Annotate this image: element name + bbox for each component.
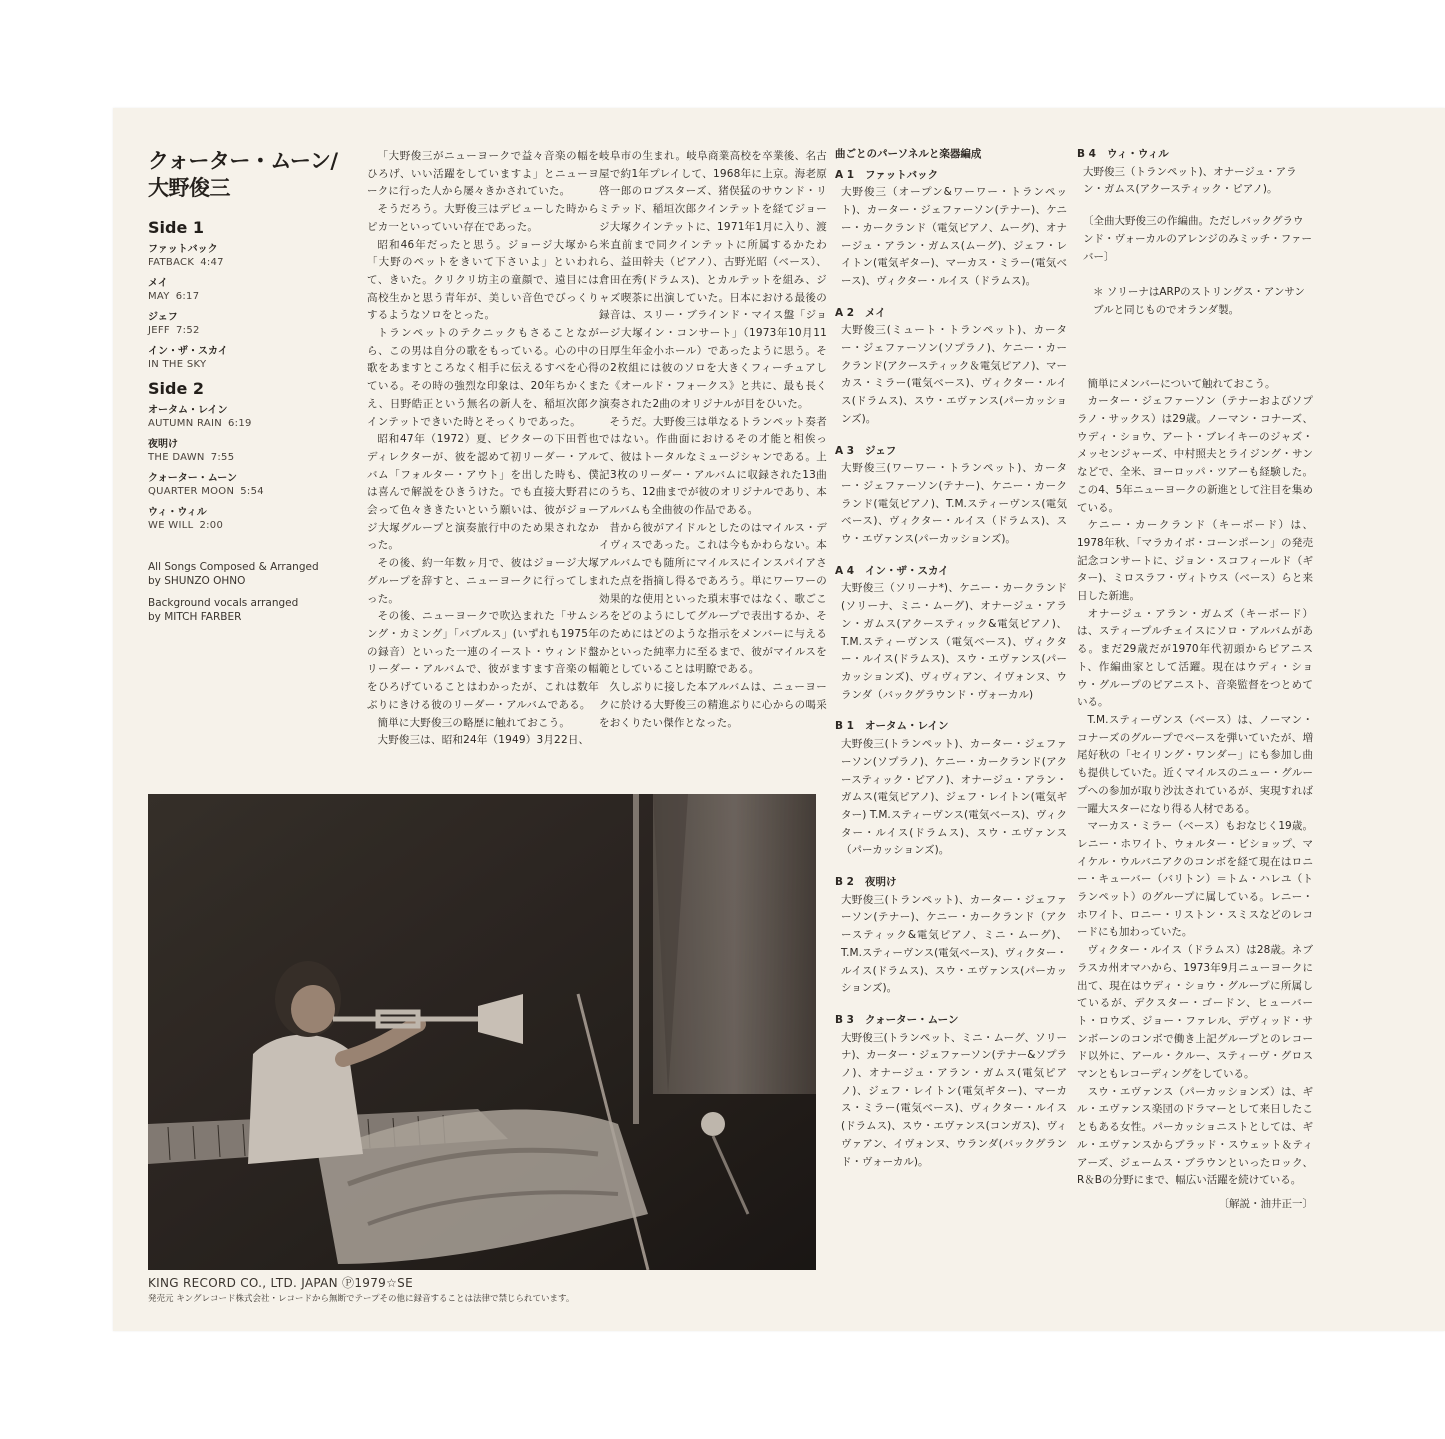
track-listing (146, 212, 351, 540)
personnel-entry (835, 1012, 1067, 1171)
bio-paragraph: T.M.スティーヴンス（ベース）は、ノーマン・コナーズのグループでベースを弾いていたが、増尾好秋の「セイリング・ワンダー」にも参加し曲も提供していた。近くマイルスのニュー・グループへの参加が取り沙汰されているが、実現すれば一躍大スターになり得る人材である。 (1077, 713, 1313, 815)
track-duration: 2:00 (199, 520, 224, 531)
track-item (148, 404, 351, 431)
writer-credit: 〔解説・油井正一〕 (1218, 1197, 1313, 1210)
member-bios (1077, 376, 1313, 1190)
track-duration: 6:17 (175, 291, 200, 302)
essay-paragraph: 「大野俊三がニューヨークで益々音楽の幅をひろげ、いい活躍をしていますよ」とニューヨークに行った人から屡々きかされていた。 (367, 150, 599, 198)
credits-block (148, 560, 358, 632)
essay-paragraph: 昭和47年（1972）夏、ビクターの下田哲也ディレクターが、彼を認めて初リーダー・アルバム「フォルター・アウト」を出した時も、僕は喜んで解説をひきうけた。でも直接大野君に会って色々ききたいという願いは、彼がジョージ大塚グループと演奏旅行中のため果されなかった。 (367, 433, 599, 552)
track-item (148, 345, 351, 372)
personnel-lineup: 大野俊三(トランペット)、カーター・ジェファーソン(テナー)、ケニー・カークランド（アクースティック&電気ピアノ、ミニ・ムーグ)、T.M.スティーヴンス(電気ベース)、ヴィクター・ルイス(ドラムス)、スウ・エヴァンス(パーカッションズ)。 (841, 893, 1067, 995)
essay-paragraph: その後、約一年数ヶ月で、彼はジョージ大塚グループを辞すと、ニューヨークに行ってしまった。 (367, 557, 599, 605)
album-title-line1: クォーター・ムーン/ (148, 149, 338, 173)
track-duration: 5:54 (240, 486, 264, 497)
track-item (148, 506, 351, 533)
track-title-jp: 夜明け (148, 439, 178, 450)
track-title-en: FATBACK 4:47 (148, 257, 224, 268)
track-title-jp: ウィ・ウィル (148, 507, 207, 518)
bio-paragraph: ヴィクター・ルイス（ドラムス）は28歳。ネブラスカ州オマハから、1973年9月ニューヨークに出て、現在はウディ・ショウ・グループに所属しているが、デクスター・ゴードン、ヒューバート・ロウズ、ジョー・ファレル、デヴィッド・サンボーンのコンボで働き上記グループとのレコード以外に、アール・クルー、スティーヴ・グロスマンともレコーディングをしている。 (1077, 944, 1313, 1081)
track-title-en: MAY 6:17 (148, 291, 200, 302)
track-title-jp: クォーター・ムーン (148, 473, 237, 484)
label-copyright: KING RECORD CO., LTD. JAPAN Ⓟ1979☆SE (148, 1276, 413, 1290)
vocals-credit: Background vocals arranged by MITCH FARBER (148, 597, 299, 623)
solina-footnote: ＊ ソリーナはARPのストリングス・アンサンブルと同じものでオランダ製。 (1093, 286, 1305, 316)
bio-paragraph: ケニー・カークランド（キーボード）は、1978年秋、「マラカイボ・コーンポーン」の発売記念コンサートに、ジョン・スコフィールド（ギター)、ミロスラフ・ヴィトウス（ベース）らと来日した新進。 (1077, 519, 1313, 603)
track-title-jp: イン・ザ・スカイ (148, 346, 228, 357)
album-title-line2: 大野俊三 (148, 176, 230, 200)
track-title-en: IN THE SKY (148, 359, 207, 370)
personnel-track-title: A 4 イン・ザ・スカイ (835, 564, 949, 577)
track-title-en: QUARTER MOON 5:54 (148, 486, 264, 497)
essay-paragraph: そうだろう。大野俊三はデビューした時からピカ一といっていい存在であった。 (367, 203, 599, 233)
photo-illustration (148, 794, 816, 1270)
bio-paragraph: スウ・エヴァンス（パーカッションズ）は、ギル・エヴァンス楽団のドラマーとして来日したこともある女性。パーカッショニストとしては、ギル・エヴァンスからブラッド・スウェット＆ティアーズ、ジェームス・ブラウンといったロック、R＆Bの分野にまで、幅広い活躍を続けている。 (1077, 1085, 1313, 1187)
personnel-track-title: B 3 クォーター・ムーン (835, 1013, 959, 1026)
essay-paragraph: 昭和46年だったと思う。ジョージ大塚から「大野のペットをきいて下さいよ」といわれて、きいた。クリクリ坊主の童顔で、遠目には高校生かと思う青年が、美しい音色でびっくりするようなソロをとった。 (367, 238, 599, 322)
personnel-lineup: 大野俊三（ソリーナ*)、ケニー・カークランド(ソリーナ、ミニ・ムーグ)、オナージュ・アラン・ガムス(アクースティック&電気ピアノ)、T.M.スティーヴンス（電気ベース)、ヴィクター・ルイス(ドラムス)、スウ・エヴァンス(パーカッションズ)、ヴィヴィアン、イヴォンヌ、ウランダ（バックグラウンド・ヴォーカル) (841, 582, 1067, 701)
track-title-en: THE DAWN 7:55 (148, 452, 235, 463)
track-item (148, 243, 351, 270)
essay-column-2 (599, 148, 827, 732)
essay-paragraph: トランペットのテクニックもさることながら、この男は自分の歌をもっている。心の中の歌をあますところなく相手に伝えるすべを心得ている。その時の強烈な印象は、20年ちかくまえ、日野皓正という無名の新人を、稲垣次郎クインテットできいた時とそっくりであった。 (367, 327, 599, 428)
essay-paragraph: 大野俊三は、昭和24年（1949）3月22日、 (377, 734, 590, 747)
personnel-entry (835, 443, 1067, 549)
track-title-en: WE WILL 2:00 (148, 520, 224, 531)
track-title-jp: ファットバック (148, 244, 218, 255)
personnel-track-title: A 3 ジェフ (835, 444, 897, 457)
track-title-en: JEFF 7:52 (148, 325, 200, 336)
essay-paragraph: 岐阜市の生まれ。岐阜商業高校を卒業後、名古屋で約1年プレイして、1968年に上京。海老原啓一郎のロブスターズ、猪俣猛のサウンド・リミテッド、稲垣次郎クインテットを経てジョージ大塚クインテットに、1971年1月に入り、渡米直前まで同クインテットに所属するかたわら、益田幹夫（ピアノ）、古野光昭（ベース）、倉田在秀(ドラムス)、とカルテットを組み、ジャズ喫茶に出演していた。日本における最後の録音は、スリー・ブラインド・マイス盤「ジョージ大塚イン・コンサート」（1973年10月11日厚生年金小ホール）であったように思う。その2枚組には彼のソロを大きくフィーチュアした《オールド・フォークス》と共に、最も長く演奏された2曲のオリジナルが目をひいた。 (599, 150, 827, 410)
essay-paragraph: その後、ニューヨークで吹込まれた「サムシング・カミング」「バブルス」(いずれも1975年の録音）といった一連のイースト・ウィンド盤リーダー・アルバムで、彼がますます音楽の幅をひろげていることはわかったが、これは数年ぶりにきける彼のリーダー・アルバムである。 (367, 610, 599, 711)
essay-paragraph: 簡単に大野俊三の略歴に触れておこう。 (377, 716, 571, 729)
track-item (148, 277, 351, 304)
essay-paragraph: 久しぶりに接した本アルバムは、ニューヨークに於ける大野俊三の精進ぶりに心からの喝采をおくりたい傑作となった。 (599, 681, 827, 729)
personnel-lineup: 大野俊三(ワーワー・トランペット)、カーター・ジェファーソン(テナー)、ケニー・カークランド(電気ピアノ)、T.M.スティーヴンス(電気ベース)、ヴィクター・ルイス（ドラムス)、スウ・エヴァンス(パーカッションズ)。 (841, 462, 1067, 546)
personnel-track-title: A 1 ファットバック (835, 168, 939, 181)
essay-paragraph: 昔から彼がアイドルとしたのはマイルス・デイヴィスであった。これは今もかわらない。本アルバムでも随所にマイルスにインスパイアされた点を指摘し得るであろう。単にワーワーの効果的な使用といった瑣末事ではなく、歌ごころをどのようにしてグループで表出するか、そのためにはどのような指示をメンバーに与えるかといった純率力に至るまで、彼がマイルスを範としていることは明瞭である。 (599, 521, 827, 676)
personnel-entry (835, 874, 1067, 998)
bio-paragraph: カーター・ジェファーソン（テナーおよびソプラノ・サックス）は29歳。ノーマン・コナーズ、ウディ・ショウ、アート・ブレイキーのジャズ・メッセンジャーズ、中村照夫とライジング・サンなどで、全米、ヨーロッパ・ツアーも経験した。この4、5年ニューヨークの新進として注目を集めている。 (1077, 395, 1313, 514)
legal-notice: 発売元 キングレコード株式会社・レコードから無断でテープその他に録音することは法律で禁じられています。 (148, 1294, 575, 1304)
personnel-entry (835, 167, 1067, 291)
personnel-entry (835, 718, 1067, 860)
bio-paragraph: マーカス・ミラー（ベース）もおなじく19歳。レニー・ホワイト、ウォルター・ビショップ、マイケル・ウルバニアクのコンボを経て現在はロニー・キューバー（バリトン）＝トム・ハレユ（トランペット）のグループに属している。レニー・ホワイト、ロニー・リストン・スミスなどのレコードにも加わっていた。 (1077, 820, 1313, 939)
trumpeter-photo (148, 794, 816, 1270)
personnel-lineup: 大野俊三(トランペット、ミニ・ムーグ、ソリーナ)、カーター・ジェファーソン(テナー&ソプラノ)、オナージュ・アラン・ガムス(電気ピアノ)、ジェフ・レイトン(電気ギター)、マーカス・ミラー(電気ベース)、ヴィクター・ルイス(ドラムス)、スウ・エヴァンス(コンガス)、ヴィヴァアン、イヴォンヌ、ウランダ(バックグランド・ヴォーカル)。 (841, 1031, 1067, 1168)
side-1-heading: Side 1 (148, 218, 205, 237)
personnel-lineup: 大野俊三(トランペット)、カーター・ジェファーソン(ソプラノ)、ケニー・カークランド(アクースティック・ピアノ)、オナージュ・アラン・ガムス(電気ピアノ)、ジェフ・レイトン(電気ギター) T.M.スティーヴンス(電気ベース)、ヴィクター・ルイス(ドラムス)、スウ・エヴァンス（パーカッションズ)。 (841, 738, 1067, 857)
personnel-track-title: B 1 オータム・レイン (835, 720, 949, 733)
personnel-lineup: 大野俊三（トランペット)、オナージュ・アラン・ガムス(アクースティック・ピアノ)。 (1083, 165, 1297, 196)
track-title-jp: メイ (148, 278, 168, 289)
track-item (148, 311, 351, 338)
bio-paragraph: オナージュ・アラン・ガムズ（キーボード）は、スティープルチェイスにソロ・アルバムがある。まだ29歳だが1970年代初頭からピアニスト、作編曲家として活躍。現在はウディ・ショウ・グループのピアニスト、音楽監督をつとめている。 (1077, 607, 1313, 709)
bio-paragraph: 簡単にメンバーについて触れておこう。 (1087, 377, 1276, 390)
track-duration: 7:55 (210, 452, 235, 463)
track-title-en: AUTUMN RAIN 6:19 (148, 418, 252, 429)
notes-right-column (1077, 146, 1313, 1214)
track-title-jp: ジェフ (148, 312, 178, 323)
personnel-track-title: A 2 メイ (835, 306, 886, 319)
track-duration: 4:47 (200, 257, 224, 268)
track-title-jp: オータム・レイン (148, 405, 228, 416)
track-item (148, 438, 351, 465)
personnel-lineup: 大野俊三(ミュート・トランペット)、カーター・ジェファーソン(ソプラノ)、ケニー・カークランド(アクースティック＆電気ピアノ)、マーカス・ミラー(電気ベース)、ヴィクター・ルイス(ドラムス)、スウ・エヴァンス(パーカッションズ)。 (841, 324, 1067, 425)
essay-paragraph: そうだ。大野俊三は単なるトランペット奏者ではない。作曲面におけるその才能と相俟って、彼はトータルなミュージシャンである。上記3枚のリーダー・アルバムに収録された13曲のうち、12曲までが彼のオリジナルであり、本アルバムも全曲彼の作品である。 (599, 415, 827, 517)
side-2-heading: Side 2 (148, 379, 205, 398)
composer-credit: All Songs Composed & Arranged by SHUNZO OHNO (148, 561, 319, 587)
personnel-track-title: B 4 ウィ・ウィル (1077, 148, 1169, 160)
essay-column-1 (367, 148, 599, 750)
track-item (148, 472, 351, 499)
personnel-lineup: 大野俊三（オープン&ワーワー・トランペット)、カーター・ジェファーソン(テナー)、ケニー・カークランド（電気ピアノ、ムーグ)、オナージュ・アラン・ガムス(ムーグ)、ジェフ・レイトン(電気ギター)、マーカス・ミラー(電気ベース)、ヴィクター・ルイス（ドラムス)。 (841, 186, 1067, 287)
personnel-heading: 曲ごとのパーソネルと楽器編成 (835, 148, 982, 160)
track-duration: 6:19 (228, 418, 252, 429)
album-title (148, 148, 368, 202)
track-duration: 7:52 (175, 325, 200, 336)
personnel-column (835, 146, 1067, 1185)
composition-note: 〔全曲大野俊三の作編曲。ただしバックグラウンド・ヴォーカルのアレンジのみミッチ・ファーバー〕 (1083, 215, 1313, 263)
liner-notes-sheet (113, 108, 1445, 1331)
personnel-track-title: B 2 夜明け (835, 876, 897, 889)
personnel-entry (835, 305, 1067, 429)
personnel-entry (835, 563, 1067, 705)
